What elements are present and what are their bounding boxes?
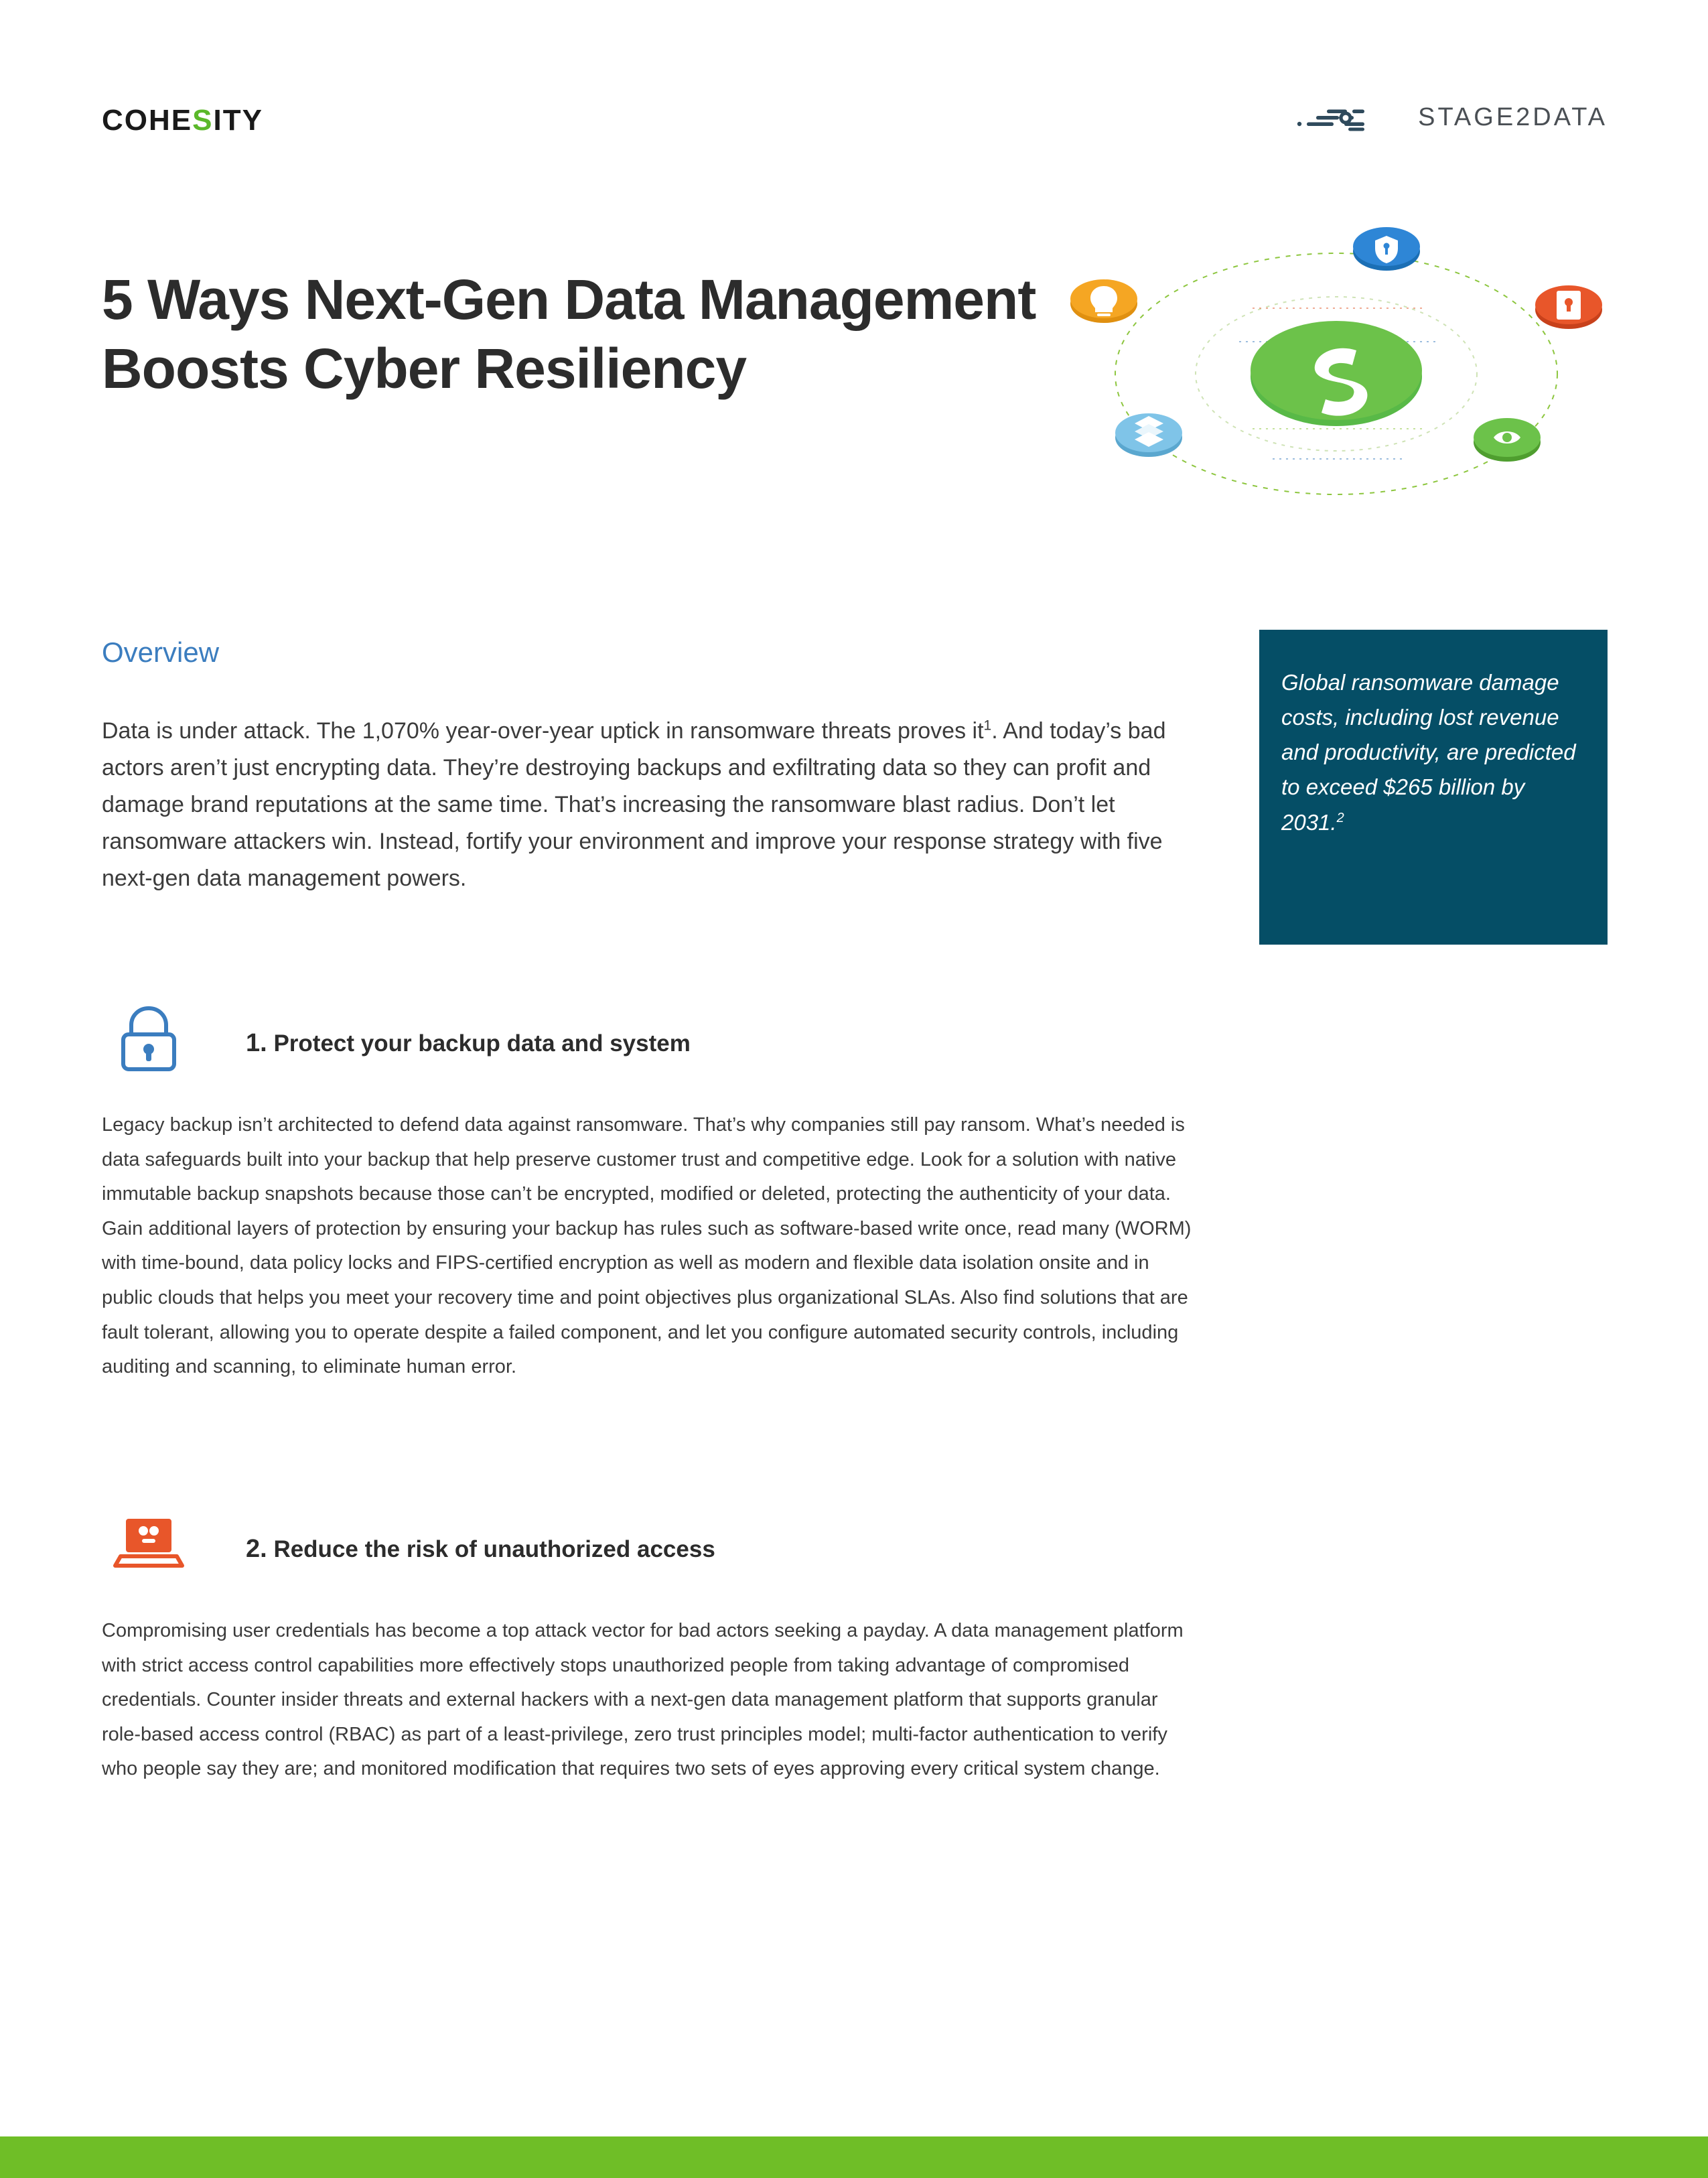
cohesity-helios-icon xyxy=(1251,321,1422,426)
section-body: Legacy backup isn’t architected to defend data against ransomware. That’s why companies still pay ransom. What’s needed is data safeguards built into your backup that help preserve customer trust and competitive edge. Look for a solution with native immutable backup snapshots because those can’t be encrypted, modified or deleted, protecting the authenticity of your data. Gain additional layers of protection by ensuring your backup has rules such as software-based write once, read many (WORM) with time-bound, data policy locks and FIPS-certified encryption as well as modern and flexible data isolation onsite and in public clouds that helps you meet your recovery time and point objectives plus organizational SLAs. Also find solutions that are fault tolerant, allowing you to operate despite a failed component, and let you configure automated security controls, including auditing and scanning, to eliminate human error. xyxy=(102,1114,1192,1378)
section-title-text: Protect your backup data and system xyxy=(273,1030,691,1057)
database-icon xyxy=(1115,413,1182,457)
hero-illustration xyxy=(1052,208,1621,523)
cohesity-logo-pre: COHE xyxy=(102,104,193,137)
stage2data-wordmark: STAGE2DATA xyxy=(1418,103,1608,131)
section-number: 1. xyxy=(246,1029,267,1057)
section-title xyxy=(246,1029,691,1058)
overview-heading: Overview xyxy=(102,636,220,668)
callout-box xyxy=(1259,630,1608,945)
section-header xyxy=(102,998,1194,1089)
page-title: 5 Ways Next-Gen Data Management Boosts Cyber Resiliency xyxy=(102,268,1036,400)
shield-key-icon xyxy=(1353,227,1420,271)
page-header xyxy=(0,47,1708,137)
lock-icon xyxy=(109,998,189,1079)
stage2data-mark-icon xyxy=(1296,98,1403,137)
overview-body: Data is under attack. The 1,070% year-over-year uptick in ransomware threats proves $it^1$. And today’s bad actors aren’t just encrypting data. They’re destroying backups and exfiltrating data so they can profit and damage brand reputations at the same time. That’s increasing the ransomware blast radius. Don’t let ransomware attackers win. Instead, fortify your environment and improve your response strategy with five next-gen data management powers. xyxy=(102,718,1166,892)
section-number: 2. xyxy=(246,1535,267,1563)
document-lock-icon xyxy=(1535,285,1602,329)
section-unauthorized-access xyxy=(102,1504,1194,1806)
cohesity-logo-post: ITY xyxy=(213,104,263,137)
section-title xyxy=(246,1535,715,1564)
stage2data-logo xyxy=(1296,98,1608,137)
section-protect-backup xyxy=(102,998,1194,1404)
laptop-pirate-icon xyxy=(109,1504,189,1584)
section-body: Compromising user credentials has become a top attack vector for bad actors seeking a payday. A data management platform with strict access control capabilities more effectively stops unauthorized people from taking advantage of compromised credentials. Counter insider threats and external hackers with a next-gen data management platform that supports granular role-based access control (RBAC) as part of a least-privilege, zero trust principles model; multi-factor authentication to verify who people say they are; and monitored modification that requires two sets of eyes approving every critical system change. xyxy=(102,1620,1184,1780)
cohesity-logo-s: S xyxy=(192,104,214,137)
footer-accent-bar xyxy=(0,2136,1708,2178)
eye-icon xyxy=(1474,418,1541,462)
bulb-icon xyxy=(1070,279,1137,323)
callout-text: Global ransomware damage costs, including lost revenue and productivity, are predicted to exceed $265 billion by 2031.$^2$ xyxy=(1281,670,1576,835)
section-title-text: Reduce the risk of unauthorized access xyxy=(273,1536,715,1562)
cohesity-logo xyxy=(102,104,263,137)
section-header xyxy=(102,1504,1194,1594)
